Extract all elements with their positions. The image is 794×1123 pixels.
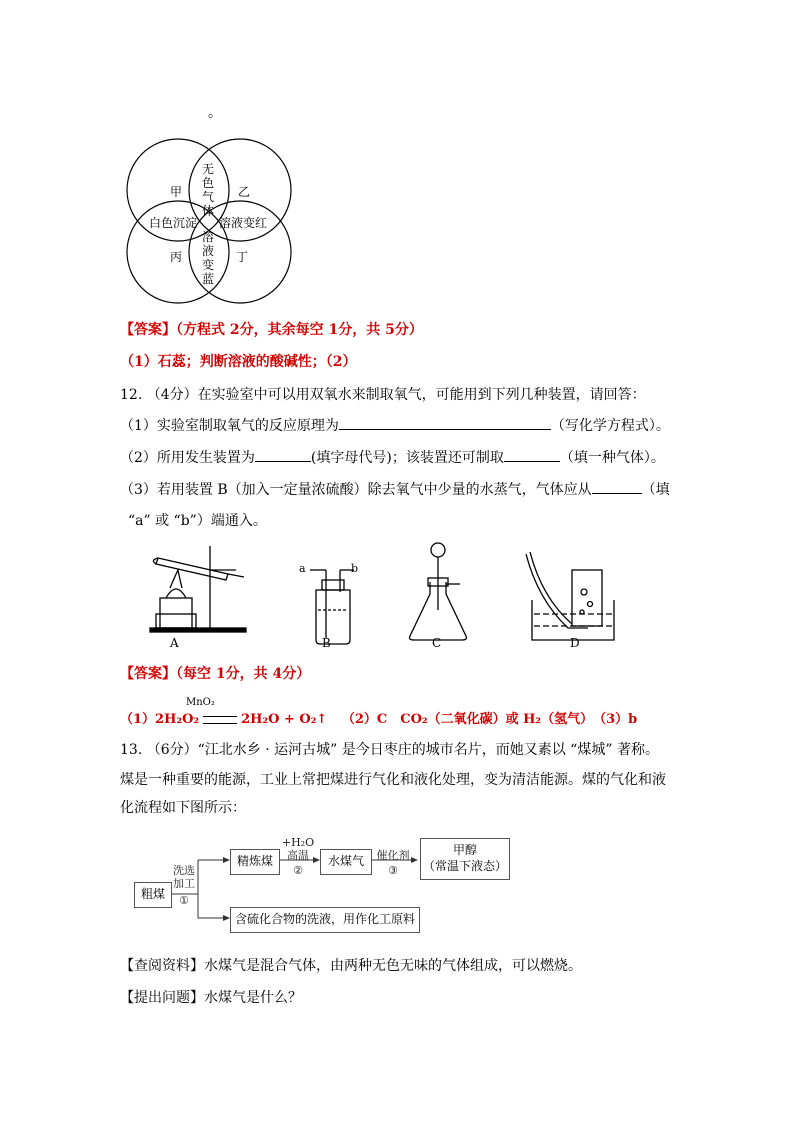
- q12-p2-text: （2）所用发生装置为: [120, 450, 255, 466]
- flow-methanol-note: （常温下液态）: [422, 859, 507, 873]
- q12-part2: [120, 447, 665, 468]
- q12-part3-cont: “a” 或 “b”）端通入。: [128, 513, 267, 529]
- q12-answer-equation: [120, 710, 637, 730]
- q12-p2-blank-1[interactable]: [255, 447, 311, 462]
- answer-scoring: （方程式 2分，其余每空 1分，共 5分）: [176, 322, 423, 338]
- q12-answer-rest: （2）C CO₂（二氧化碳）或 H₂（氢气） （3）b: [341, 712, 638, 727]
- flow-byproduct: 含硫化合物的洗液，用作化工原料: [230, 907, 420, 933]
- apparatus-b-icon: [310, 570, 354, 644]
- apparatus-label-b: B: [322, 636, 331, 650]
- apparatus-label-a: A: [170, 636, 179, 650]
- port-label-a: a: [299, 562, 306, 575]
- venn-bottom-center: 溶液变蓝: [202, 230, 215, 286]
- q12-p1-text: （1）实验室制取氧气的反应原理为: [120, 418, 339, 434]
- equation-arrow-icon: [203, 716, 237, 724]
- venn-right-center: 溶液变红: [219, 216, 268, 230]
- flow-step2-num: ②: [293, 864, 303, 877]
- answer-tag: 【答案】: [120, 322, 176, 338]
- q12-p2-text-mid: (填字母代号)；该装置还可制取: [310, 450, 504, 466]
- flow-step1-label: 洗选加工: [173, 864, 195, 890]
- venn-label-bing: 丙: [170, 250, 183, 264]
- q12-answer-header: [120, 664, 310, 684]
- catalyst-label: MnO₂: [186, 697, 215, 708]
- venn-label-yi: 乙: [238, 185, 251, 199]
- flow-step3-label: 催化剂: [376, 849, 410, 862]
- flow-water-gas: 水煤气: [320, 849, 372, 875]
- flow-step2-mid: 高温: [287, 849, 309, 862]
- q12-p3-blank[interactable]: [592, 479, 642, 494]
- q11-answer-header: [120, 320, 423, 340]
- flow-raw-coal: 粗煤: [134, 882, 172, 908]
- flow-methanol-title: 甲醇: [452, 843, 477, 857]
- q13-question: 【提出问题】水煤气是什么？: [120, 990, 302, 1006]
- q12-p1-blank[interactable]: [339, 415, 551, 430]
- q12-p3-text-end: （填: [641, 482, 670, 498]
- equation-reactant: （1）2H₂O₂: [120, 712, 200, 727]
- q12-stem: 12. （4分）在实验室中可以用双氧水来制取氧气，可能用到下列几种装置，请回答：: [120, 387, 646, 403]
- apparatus-d-icon: [526, 552, 614, 640]
- apparatus-label-c: C: [432, 636, 442, 650]
- venn-left-center: 白色沉淀: [149, 216, 198, 230]
- apparatus-figure: [148, 540, 618, 652]
- apparatus-a-icon: [150, 546, 246, 632]
- q12-p3-text: （3）若用装置 B（加入一定量浓硫酸）除去氧气中少量的水蒸气，气体应从: [120, 482, 592, 498]
- q12-p2-text-end: （填一种气体）。: [559, 450, 665, 466]
- flow-refined-coal: 精炼煤: [230, 849, 280, 875]
- q12-p2-blank-2[interactable]: [504, 447, 560, 462]
- flow-step1-num: ①: [179, 894, 189, 907]
- top-punctuation: 。: [208, 105, 222, 121]
- port-label-b: b: [351, 562, 359, 575]
- equation-product: 2H₂O + O₂↑: [241, 712, 328, 727]
- q12-part1: [120, 415, 670, 436]
- q13-info: 【查阅资料】水煤气是混合气体，由两种无色无味的气体组成，可以燃烧。: [120, 958, 582, 974]
- flow-step3-num: ③: [388, 864, 398, 877]
- flow-step2-top: +H₂O: [281, 836, 315, 849]
- q12-part3: [120, 479, 670, 500]
- answer-scoring: （每空 1分，共 4分）: [176, 666, 311, 682]
- apparatus-label-d: D: [570, 636, 580, 650]
- answer-tag: 【答案】: [120, 666, 176, 682]
- q13-line3: 化流程如下图所示：: [120, 800, 246, 816]
- q13-line2: 煤是一种重要的能源，工业上常把煤进行气化和液化处理，变为清洁能源。煤的气化和液: [120, 772, 666, 788]
- q12-p1-text-end: （写化学方程式）。: [550, 418, 670, 434]
- venn-label-ding: 丁: [236, 250, 249, 264]
- q11-answer-line: （1）石蕊；判断溶液的酸碱性；（2）: [120, 354, 357, 370]
- venn-top-center: 无色气体: [202, 162, 215, 218]
- apparatus-c-icon: [410, 543, 467, 640]
- flow-methanol: [420, 838, 510, 880]
- q13-line1: 13. （6分）“江北水乡 · 运河古城” 是今日枣庄的城市名片，而她又素以 “煤城” 著称。: [120, 742, 659, 758]
- venn-label-jia: 甲: [170, 185, 183, 199]
